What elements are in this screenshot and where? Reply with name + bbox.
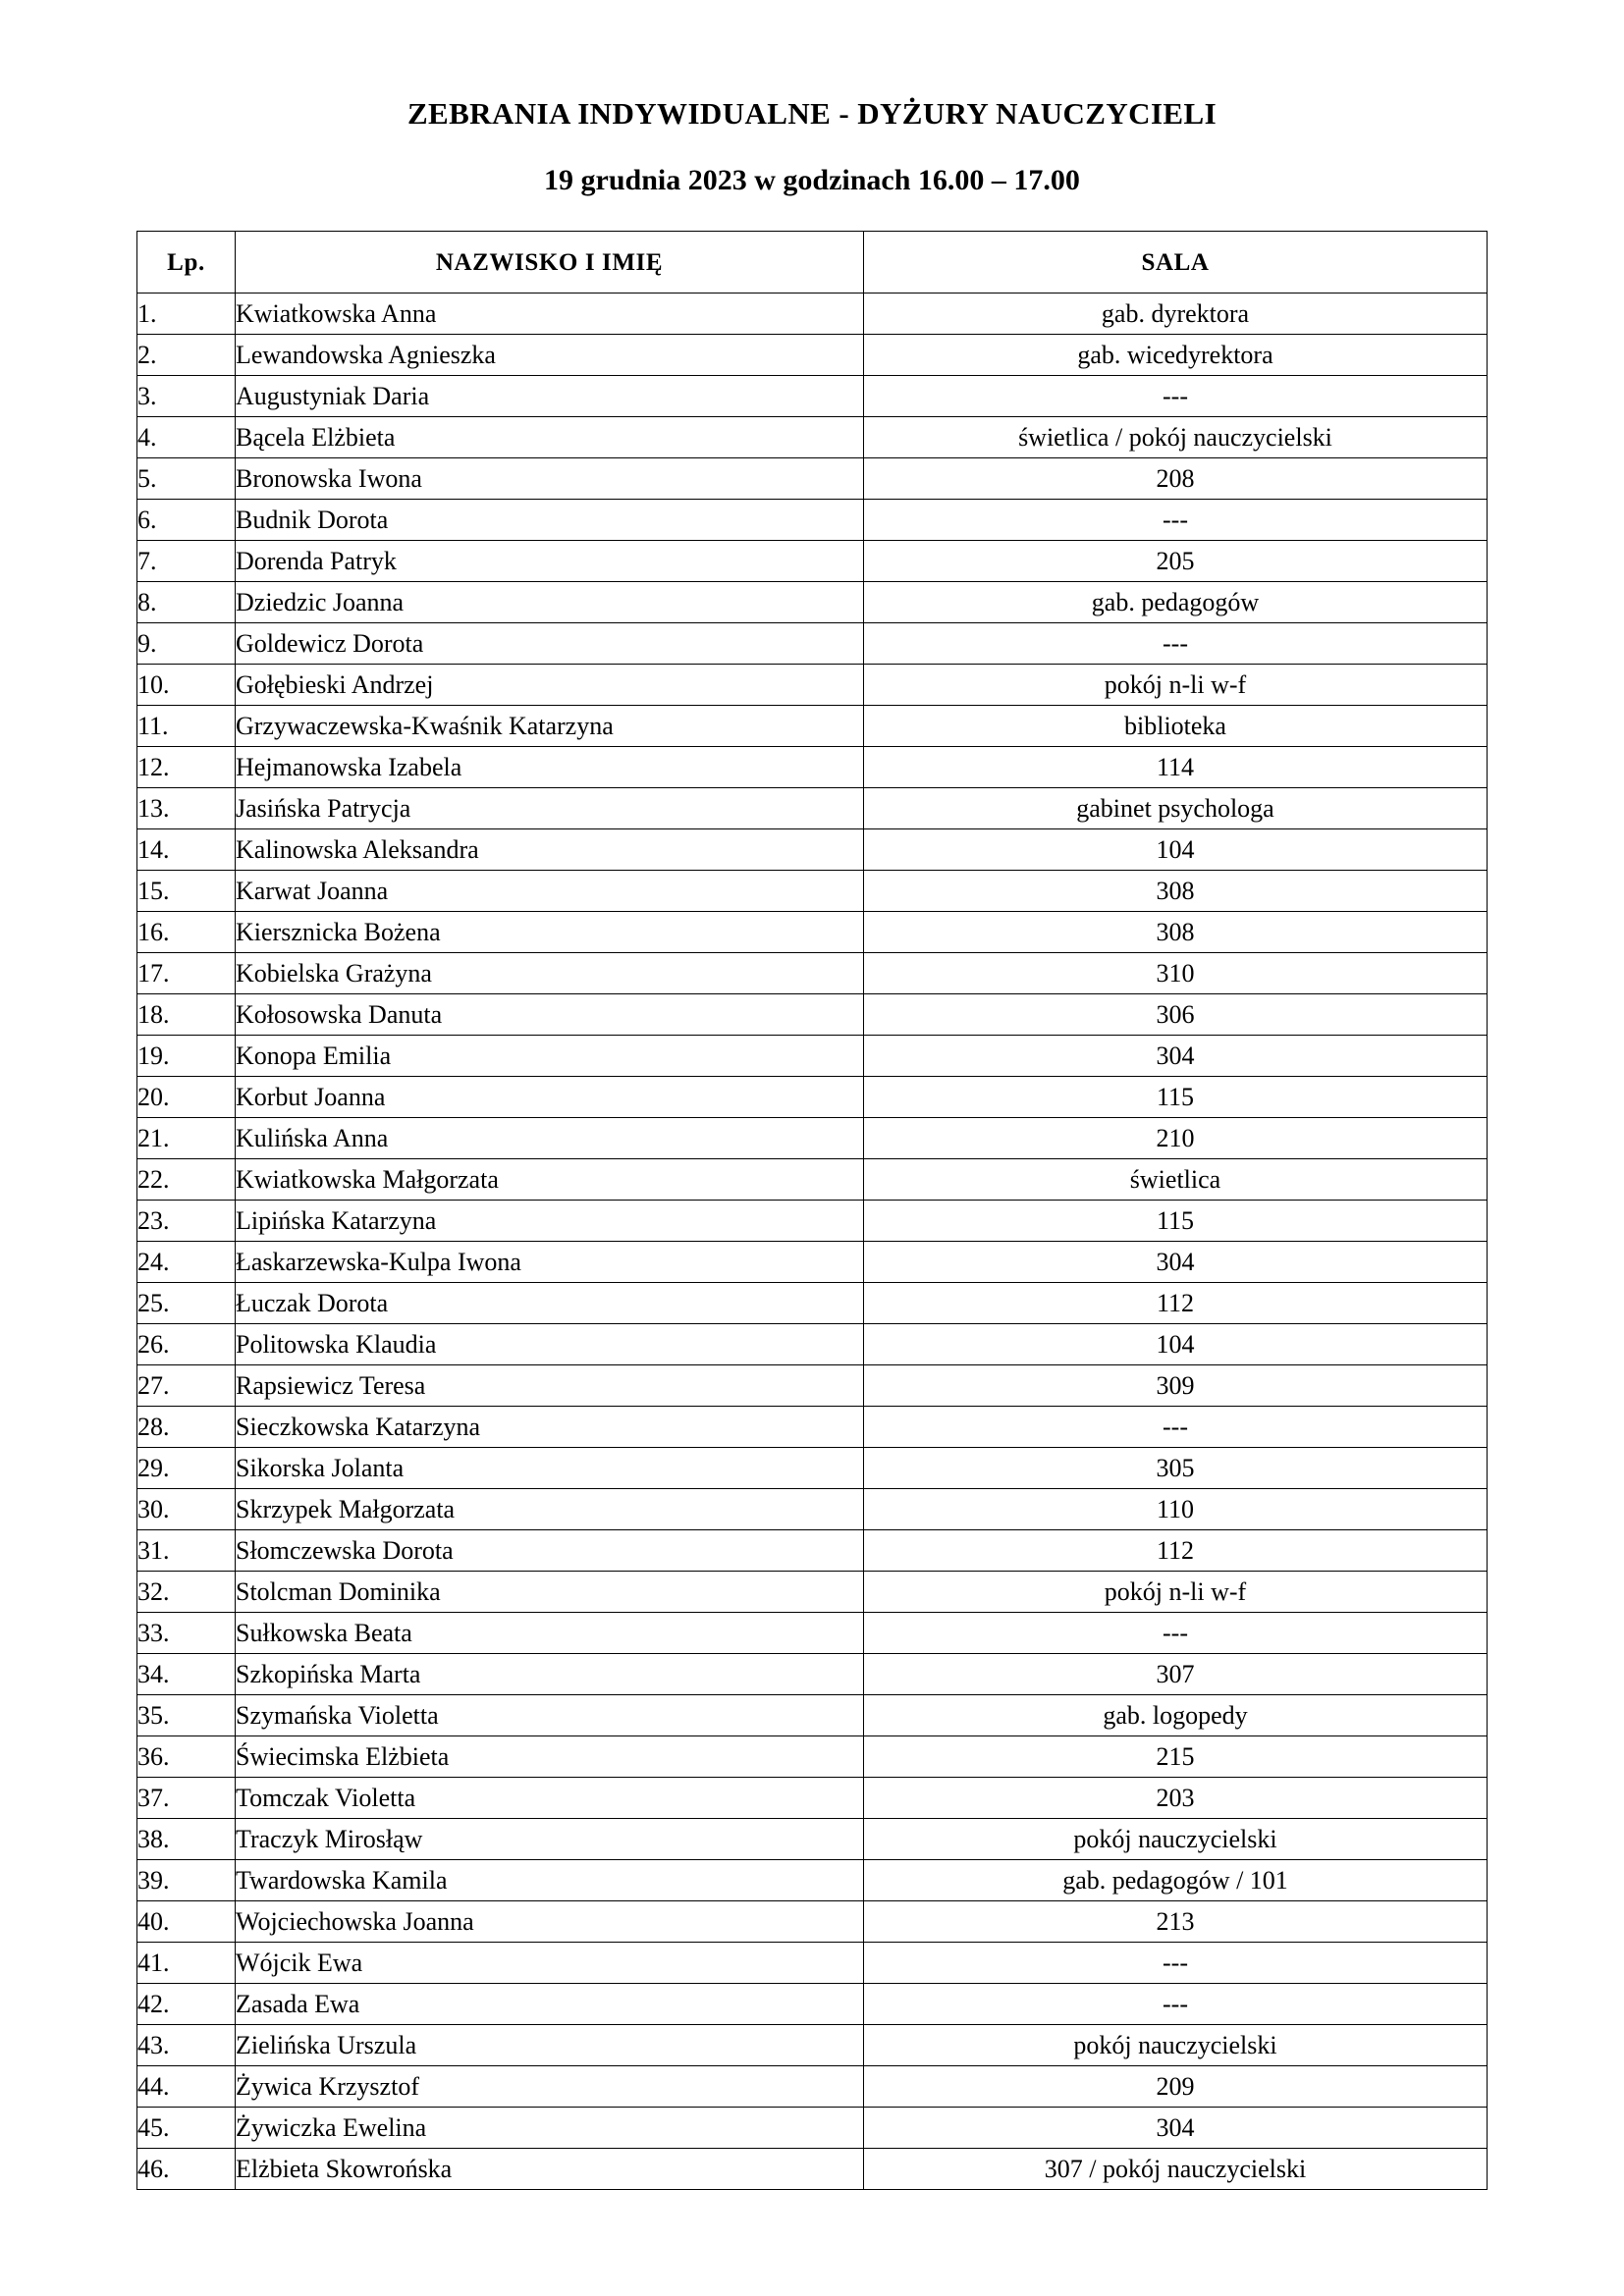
row-index-cell: 3. [137, 376, 236, 417]
row-index-cell: 8. [137, 582, 236, 623]
row-index-cell: 35. [137, 1695, 236, 1736]
column-header-name: NAZWISKO I IMIĘ [236, 232, 864, 294]
row-index-cell: 11. [137, 706, 236, 747]
room-cell: 304 [864, 1036, 1488, 1077]
room-cell: pokój nauczycielski [864, 2025, 1488, 2066]
room-cell: 308 [864, 912, 1488, 953]
row-index-cell: 29. [137, 1448, 236, 1489]
row-index-cell: 44. [137, 2066, 236, 2108]
teacher-name-cell: Kiersznicka Bożena [236, 912, 864, 953]
teacher-name-cell: Sułkowska Beata [236, 1613, 864, 1654]
row-index-cell: 14. [137, 829, 236, 871]
column-header-room: SALA [864, 232, 1488, 294]
row-index-cell: 36. [137, 1736, 236, 1778]
table-row [137, 335, 1488, 376]
table-row [137, 871, 1488, 912]
table-row [137, 1324, 1488, 1365]
room-cell: 112 [864, 1530, 1488, 1572]
row-index-cell: 42. [137, 1984, 236, 2025]
row-index-cell: 40. [137, 1901, 236, 1943]
table-row [137, 1407, 1488, 1448]
table-row [137, 376, 1488, 417]
row-index-cell: 13. [137, 788, 236, 829]
row-index-cell: 23. [137, 1201, 236, 1242]
teacher-name-cell: Kwiatkowska Małgorzata [236, 1159, 864, 1201]
teacher-name-cell: Żywica Krzysztof [236, 2066, 864, 2108]
row-index-cell: 28. [137, 1407, 236, 1448]
table-row [137, 1118, 1488, 1159]
teacher-name-cell: Łaskarzewska-Kulpa Iwona [236, 1242, 864, 1283]
room-cell: 309 [864, 1365, 1488, 1407]
teacher-name-cell: Sikorska Jolanta [236, 1448, 864, 1489]
row-index-cell: 31. [137, 1530, 236, 1572]
room-cell: gab. pedagogów / 101 [864, 1860, 1488, 1901]
table-row [137, 1778, 1488, 1819]
row-index-cell: 27. [137, 1365, 236, 1407]
row-index-cell: 25. [137, 1283, 236, 1324]
room-cell: 115 [864, 1077, 1488, 1118]
teacher-name-cell: Jasińska Patrycja [236, 788, 864, 829]
table-row [137, 1819, 1488, 1860]
table-row [137, 2108, 1488, 2149]
table-header-row [137, 232, 1488, 294]
teacher-name-cell: Rapsiewicz Teresa [236, 1365, 864, 1407]
teacher-name-cell: Konopa Emilia [236, 1036, 864, 1077]
duty-schedule-table [136, 231, 1488, 2190]
room-cell: pokój n-li w-f [864, 1572, 1488, 1613]
room-cell: świetlica / pokój nauczycielski [864, 417, 1488, 458]
row-index-cell: 41. [137, 1943, 236, 1984]
teacher-name-cell: Zielińska Urszula [236, 2025, 864, 2066]
room-cell: 304 [864, 2108, 1488, 2149]
table-row [137, 1695, 1488, 1736]
teacher-name-cell: Kobielska Grażyna [236, 953, 864, 994]
row-index-cell: 38. [137, 1819, 236, 1860]
table-row [137, 2066, 1488, 2108]
teacher-name-cell: Skrzypek Małgorzata [236, 1489, 864, 1530]
table-row [137, 541, 1488, 582]
table-row [137, 2149, 1488, 2190]
row-index-cell: 22. [137, 1159, 236, 1201]
row-index-cell: 26. [137, 1324, 236, 1365]
row-index-cell: 1. [137, 294, 236, 335]
teacher-name-cell: Lewandowska Agnieszka [236, 335, 864, 376]
table-row [137, 582, 1488, 623]
teacher-name-cell: Świecimska Elżbieta [236, 1736, 864, 1778]
room-cell: 110 [864, 1489, 1488, 1530]
teacher-name-cell: Bącela Elżbieta [236, 417, 864, 458]
teacher-name-cell: Szymańska Violetta [236, 1695, 864, 1736]
row-index-cell: 37. [137, 1778, 236, 1819]
row-index-cell: 2. [137, 335, 236, 376]
room-cell: 114 [864, 747, 1488, 788]
room-cell: 310 [864, 953, 1488, 994]
teacher-name-cell: Hejmanowska Izabela [236, 747, 864, 788]
room-cell: gab. wicedyrektora [864, 335, 1488, 376]
row-index-cell: 17. [137, 953, 236, 994]
teacher-name-cell: Kwiatkowska Anna [236, 294, 864, 335]
room-cell: 213 [864, 1901, 1488, 1943]
teacher-name-cell: Łuczak Dorota [236, 1283, 864, 1324]
table-row [137, 1448, 1488, 1489]
table-row [137, 1654, 1488, 1695]
table-row [137, 706, 1488, 747]
teacher-name-cell: Korbut Joanna [236, 1077, 864, 1118]
room-cell: 104 [864, 829, 1488, 871]
room-cell: --- [864, 1407, 1488, 1448]
table-row [137, 1901, 1488, 1943]
room-cell: --- [864, 1613, 1488, 1654]
row-index-cell: 32. [137, 1572, 236, 1613]
table-row [137, 912, 1488, 953]
table-row [137, 1489, 1488, 1530]
room-cell: biblioteka [864, 706, 1488, 747]
table-row [137, 788, 1488, 829]
teacher-name-cell: Traczyk Mirosłąw [236, 1819, 864, 1860]
table-row [137, 1860, 1488, 1901]
row-index-cell: 7. [137, 541, 236, 582]
room-cell: --- [864, 623, 1488, 665]
table-row [137, 1036, 1488, 1077]
room-cell: 308 [864, 871, 1488, 912]
row-index-cell: 5. [137, 458, 236, 500]
page-subtitle: 19 grudnia 2023 w godzinach 16.00 – 17.00 [544, 164, 1080, 197]
row-index-cell: 24. [137, 1242, 236, 1283]
table-row [137, 1530, 1488, 1572]
row-index-cell: 33. [137, 1613, 236, 1654]
row-index-cell: 45. [137, 2108, 236, 2149]
table-row [137, 1736, 1488, 1778]
room-cell: 112 [864, 1283, 1488, 1324]
row-index-cell: 16. [137, 912, 236, 953]
teacher-name-cell: Dorenda Patryk [236, 541, 864, 582]
table-row [137, 665, 1488, 706]
table-row [137, 747, 1488, 788]
table-row [137, 1572, 1488, 1613]
row-index-cell: 4. [137, 417, 236, 458]
room-cell: 306 [864, 994, 1488, 1036]
teacher-name-cell: Karwat Joanna [236, 871, 864, 912]
table-row [137, 829, 1488, 871]
table-row [137, 2025, 1488, 2066]
room-cell: 307 [864, 1654, 1488, 1695]
row-index-cell: 6. [137, 500, 236, 541]
teacher-name-cell: Tomczak Violetta [236, 1778, 864, 1819]
teacher-name-cell: Lipińska Katarzyna [236, 1201, 864, 1242]
room-cell: --- [864, 376, 1488, 417]
teacher-name-cell: Twardowska Kamila [236, 1860, 864, 1901]
table-row [137, 1242, 1488, 1283]
teacher-name-cell: Kalinowska Aleksandra [236, 829, 864, 871]
room-cell: 215 [864, 1736, 1488, 1778]
table-row [137, 1943, 1488, 1984]
room-cell: gab. dyrektora [864, 294, 1488, 335]
table-row [137, 1283, 1488, 1324]
table-row [137, 1159, 1488, 1201]
row-index-cell: 10. [137, 665, 236, 706]
teacher-name-cell: Bronowska Iwona [236, 458, 864, 500]
table-row [137, 623, 1488, 665]
teacher-name-cell: Wojciechowska Joanna [236, 1901, 864, 1943]
teacher-name-cell: Politowska Klaudia [236, 1324, 864, 1365]
row-index-cell: 20. [137, 1077, 236, 1118]
teacher-name-cell: Zasada Ewa [236, 1984, 864, 2025]
room-cell: pokój n-li w-f [864, 665, 1488, 706]
teacher-name-cell: Budnik Dorota [236, 500, 864, 541]
table-row [137, 1984, 1488, 2025]
row-index-cell: 34. [137, 1654, 236, 1695]
table-row [137, 458, 1488, 500]
room-cell: --- [864, 1943, 1488, 1984]
table-row [137, 1365, 1488, 1407]
room-cell: 205 [864, 541, 1488, 582]
room-cell: 104 [864, 1324, 1488, 1365]
room-cell: --- [864, 1984, 1488, 2025]
teacher-name-cell: Szkopińska Marta [236, 1654, 864, 1695]
row-index-cell: 46. [137, 2149, 236, 2190]
room-cell: 210 [864, 1118, 1488, 1159]
row-index-cell: 21. [137, 1118, 236, 1159]
room-cell: 209 [864, 2066, 1488, 2108]
teacher-name-cell: Sieczkowska Katarzyna [236, 1407, 864, 1448]
teacher-name-cell: Elżbieta Skowrońska [236, 2149, 864, 2190]
room-cell: 304 [864, 1242, 1488, 1283]
teacher-name-cell: Dziedzic Joanna [236, 582, 864, 623]
room-cell: 115 [864, 1201, 1488, 1242]
teacher-name-cell: Goldewicz Dorota [236, 623, 864, 665]
room-cell: --- [864, 500, 1488, 541]
teacher-name-cell: Gołębieski Andrzej [236, 665, 864, 706]
row-index-cell: 18. [137, 994, 236, 1036]
teacher-name-cell: Augustyniak Daria [236, 376, 864, 417]
room-cell: 307 / pokój nauczycielski [864, 2149, 1488, 2190]
teacher-name-cell: Kołosowska Danuta [236, 994, 864, 1036]
room-cell: świetlica [864, 1159, 1488, 1201]
table-header [137, 232, 1488, 294]
row-index-cell: 19. [137, 1036, 236, 1077]
row-index-cell: 15. [137, 871, 236, 912]
teacher-name-cell: Wójcik Ewa [236, 1943, 864, 1984]
table-row [137, 1613, 1488, 1654]
teacher-name-cell: Grzywaczewska-Kwaśnik Katarzyna [236, 706, 864, 747]
teacher-name-cell: Stolcman Dominika [236, 1572, 864, 1613]
teacher-name-cell: Żywiczka Ewelina [236, 2108, 864, 2149]
room-cell: gabinet psychologa [864, 788, 1488, 829]
room-cell: gab. logopedy [864, 1695, 1488, 1736]
table-row [137, 953, 1488, 994]
teacher-name-cell: Słomczewska Dorota [236, 1530, 864, 1572]
table-body [137, 294, 1488, 2190]
room-cell: pokój nauczycielski [864, 1819, 1488, 1860]
table-row [137, 417, 1488, 458]
teacher-name-cell: Kulińska Anna [236, 1118, 864, 1159]
room-cell: 203 [864, 1778, 1488, 1819]
table-row [137, 1077, 1488, 1118]
table-row [137, 294, 1488, 335]
row-index-cell: 9. [137, 623, 236, 665]
row-index-cell: 12. [137, 747, 236, 788]
row-index-cell: 43. [137, 2025, 236, 2066]
room-cell: 208 [864, 458, 1488, 500]
row-index-cell: 30. [137, 1489, 236, 1530]
page-title: ZEBRANIA INDYWIDUALNE - DYŻURY NAUCZYCIELI [406, 96, 1218, 131]
table-row [137, 994, 1488, 1036]
table-row [137, 1201, 1488, 1242]
column-header-lp: Lp. [137, 232, 236, 294]
room-cell: gab. pedagogów [864, 582, 1488, 623]
row-index-cell: 39. [137, 1860, 236, 1901]
room-cell: 305 [864, 1448, 1488, 1489]
table-row [137, 500, 1488, 541]
